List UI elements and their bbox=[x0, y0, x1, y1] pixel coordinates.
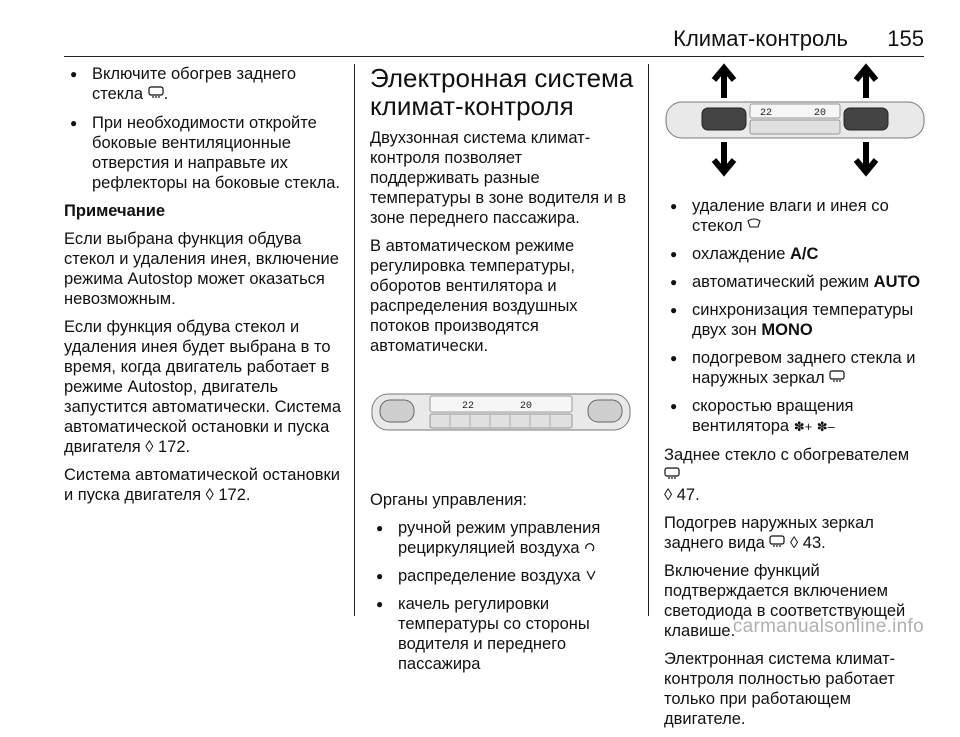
paragraph: Включение функций подтверждается включением светодиода в соответствующей клавише. bbox=[664, 562, 906, 640]
page-title: Климат-контроль bbox=[673, 26, 848, 51]
bullet-list bbox=[370, 518, 634, 674]
recirculation-icon bbox=[584, 539, 596, 557]
reference-arrow-icon: ◊ bbox=[790, 534, 799, 552]
column-1 bbox=[64, 64, 344, 513]
bullet-list bbox=[64, 64, 344, 193]
climate-panel-image bbox=[370, 376, 632, 466]
list-item: ● автоматический режим AUTO bbox=[664, 272, 926, 292]
column-2 bbox=[370, 64, 634, 682]
air-distribution-icon bbox=[585, 567, 597, 585]
rear-defrost-icon bbox=[769, 534, 785, 552]
paragraph: Заднее стекло с обогревателем ◊ 47. bbox=[664, 446, 910, 504]
fan-minus-icon: ✽– bbox=[816, 419, 835, 434]
list-item: ● скоростью вращения вентилятора ✽+ ✽– bbox=[664, 396, 926, 437]
rear-defrost-icon bbox=[829, 369, 845, 387]
paragraph: Электронная система климат-контроля полностью работает только при работающем двигателе. bbox=[664, 650, 896, 728]
column-divider-1 bbox=[354, 64, 355, 616]
page-number: 155 bbox=[887, 26, 924, 51]
windshield-defrost-icon bbox=[747, 217, 761, 235]
display-temp-right: 20 bbox=[520, 401, 533, 412]
page-header bbox=[0, 0, 960, 58]
watermark: carmanualsonline.info bbox=[732, 616, 924, 637]
rear-defrost-icon bbox=[664, 466, 680, 484]
display-temp-right: 20 bbox=[814, 108, 827, 119]
paragraph: В автоматическом режиме регулировка температуры, оборотов вентилятора и распределения воздушных потоков производятся автоматически. bbox=[370, 237, 578, 355]
list-item: ● Включите обогрев заднего стекла . bbox=[64, 64, 344, 105]
bullet-list bbox=[664, 196, 926, 437]
list-item: ● При необходимости откройте боковые вентиляционные отверстия и направьте их рефлекторы на боковые стекла. bbox=[64, 113, 344, 193]
fan-plus-icon: ✽+ bbox=[793, 419, 813, 434]
auto-button-label: AUTO bbox=[873, 273, 921, 291]
list-item: ● распределение воздуха bbox=[370, 566, 634, 586]
reference-arrow-icon: ◊ bbox=[145, 438, 154, 456]
section-heading: Электронная система климат-контроля bbox=[370, 63, 634, 121]
rear-defrost-icon bbox=[148, 87, 164, 102]
list-item: ● подогревом заднего стекла и наружных зеркал bbox=[664, 348, 926, 388]
column-divider-2 bbox=[648, 64, 649, 616]
list-item: ● синхронизация температуры двух зон MONO bbox=[664, 300, 926, 340]
note-title: Примечание bbox=[64, 202, 166, 220]
page-reference[interactable]: 172. bbox=[218, 486, 251, 504]
display-temp-left: 22 bbox=[462, 401, 475, 412]
note-paragraph: Если функция обдува стекол и удаления инея будет выбрана в то время, когда двигатель работает в режиме Autostop, двигатель запустится автоматически. Система автоматической остановки и пуска двигателя ◊ 172. bbox=[64, 318, 342, 456]
list-item: ● охлаждение A/C bbox=[664, 244, 926, 264]
reference-arrow-icon: ◊ bbox=[664, 486, 673, 504]
page-reference[interactable]: 43. bbox=[802, 534, 826, 552]
reference-arrow-icon: ◊ bbox=[205, 486, 214, 504]
page-reference[interactable]: 47. bbox=[676, 486, 700, 504]
controls-label: Органы управления: bbox=[370, 491, 527, 509]
paragraph: Двухзонная система климат-контроля позволяет поддерживать разные температуры в зоне водителя и в зоне переднего пассажира. bbox=[370, 129, 627, 227]
paragraph: Подогрев наружных зеркал заднего вида ◊ 43. bbox=[664, 514, 874, 552]
climate-panel-temperature-image bbox=[664, 64, 926, 184]
page-reference[interactable]: 172. bbox=[157, 438, 191, 456]
display-temp-left: 22 bbox=[760, 108, 773, 119]
mono-button-label: MONO bbox=[761, 321, 813, 339]
list-item: ● удаление влаги и инея со стекол bbox=[664, 196, 926, 236]
ac-button-label: A/C bbox=[789, 245, 819, 263]
paragraph: Система автоматической остановки и пуска двигателя ◊ 172. bbox=[64, 466, 340, 504]
header-rule bbox=[64, 56, 924, 57]
list-item: ● качель регулировки температуры со стороны водителя и переднего пассажира bbox=[370, 594, 634, 674]
list-item: ● ручной режим управления рециркуляцией воздуха bbox=[370, 518, 634, 558]
note-paragraph: Если выбрана функция обдува стекол и удаления инея, включение режима Autostop может оказаться невозможным. bbox=[64, 230, 339, 308]
